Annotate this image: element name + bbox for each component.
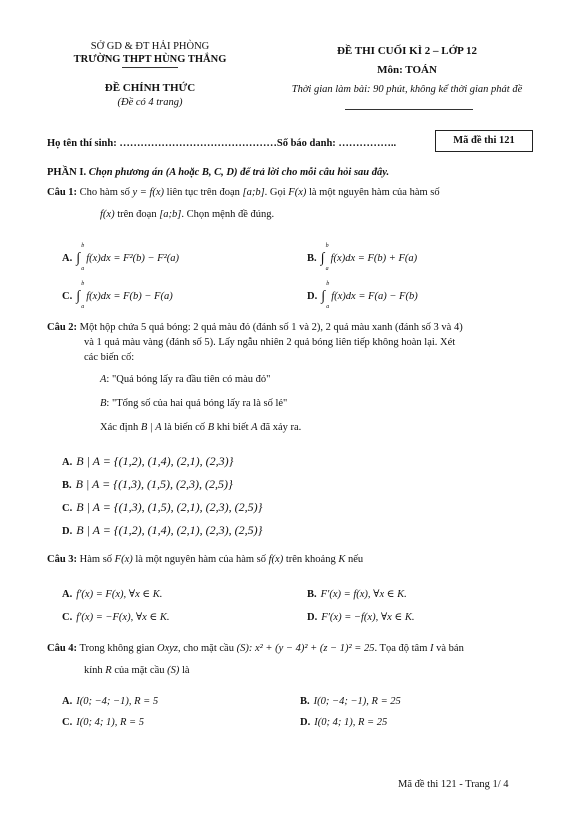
official-label: ĐỀ CHÍNH THỨC xyxy=(104,82,196,95)
q2-text: là biến cố xyxy=(164,422,206,433)
option-expr: f′(x) = −F(x), ∀x ∈ K. xyxy=(76,612,170,623)
part1-heading xyxy=(47,166,389,179)
q4-option-b[interactable] xyxy=(300,695,401,708)
q1-label: Câu 1: xyxy=(47,187,78,198)
integral-sign: ∫ b a xyxy=(321,281,330,310)
q2-text-line2: và 1 quả màu vàng (đánh số 5). Lấy ngẫu nhiên 2 quả bóng liên tiếp không hoàn lại. Xét xyxy=(84,337,456,348)
exam-code-box: Mã đề thi 121 xyxy=(435,130,533,152)
exam-title: ĐỀ THI CUỐI KÌ 2 – LỚP 12 xyxy=(336,45,478,57)
integral-lower-limit: a xyxy=(325,266,329,272)
q2-text-line3: các biến cố: xyxy=(84,352,135,363)
q2-text: đã xảy ra. xyxy=(260,422,302,433)
q2-text: khi biết xyxy=(216,422,249,433)
integral-lower-limit: a xyxy=(326,304,330,310)
q4-option-c[interactable] xyxy=(62,716,144,729)
option-label: A. xyxy=(62,457,73,468)
q4-text: Trong không gian xyxy=(79,643,155,654)
q2-option-c[interactable] xyxy=(62,500,262,515)
q1-math: f(x) xyxy=(100,209,115,220)
integral-sign: ∫ b a xyxy=(76,243,85,272)
integral-lower-limit: a xyxy=(81,304,85,310)
q4-text: , cho mặt cầu xyxy=(177,643,234,654)
q3-text: trên khoảng xyxy=(285,554,336,565)
q2-text: : "Tổng số của hai quả bóng lấy ra là số lẻ" xyxy=(106,398,288,409)
q2-event-b xyxy=(100,397,287,410)
q2-text: Xác định xyxy=(100,422,139,433)
option-label: B. xyxy=(62,480,72,491)
q1-math: y = f(x) xyxy=(132,187,165,198)
integral-sign: ∫ b a xyxy=(76,281,85,310)
q4-option-a[interactable] xyxy=(62,695,158,708)
q1-option-c[interactable] xyxy=(62,281,173,310)
q3-option-a[interactable] xyxy=(62,588,162,601)
q1-option-d[interactable] xyxy=(307,281,418,310)
q3-text: nếu xyxy=(347,554,364,565)
q2-option-b[interactable] xyxy=(62,477,233,492)
q1-text: là một nguyên hàm của hàm số xyxy=(308,187,440,198)
q4-text: . Tọa độ tâm xyxy=(374,643,428,654)
q2-math: B | A xyxy=(140,422,162,433)
q1-text: . Chọn mệnh đề đúng. xyxy=(181,209,275,220)
q1-option-a[interactable] xyxy=(62,243,179,272)
q4-option-d[interactable] xyxy=(300,716,387,729)
q1-math: [a;b] xyxy=(242,187,265,198)
subject: Môn: TOÁN xyxy=(377,63,437,76)
header-right xyxy=(262,45,552,96)
option-expr: F′(x) = −f(x), ∀x ∈ K. xyxy=(321,612,415,623)
q1-text: trên đoạn xyxy=(117,209,157,220)
q2-label: Câu 2: xyxy=(47,322,78,333)
integral-upper-limit: b xyxy=(325,243,329,249)
option-label: B. xyxy=(300,696,310,707)
option-expr: F′(x) = f(x), ∀x ∈ K. xyxy=(320,589,407,600)
q4-text: của mặt cầu xyxy=(114,665,165,676)
option-label: C. xyxy=(62,612,73,623)
integral-upper-limit: b xyxy=(81,243,85,249)
q1-text: . Gọi xyxy=(264,187,286,198)
question-2 xyxy=(47,321,463,334)
q1-math: F(x) xyxy=(288,187,307,198)
q2-ask xyxy=(100,421,301,434)
part1-label: PHẦN I. xyxy=(47,167,87,178)
option-label: D. xyxy=(62,526,73,537)
department: SỞ GD & ĐT HẢI PHÒNG xyxy=(90,41,210,52)
page-footer: Mã đề thi 121 - Trang 1/ 4 xyxy=(398,779,509,790)
q4-label: Câu 4: xyxy=(47,643,78,654)
q3-option-d[interactable] xyxy=(307,611,414,624)
part1-instruction: Chọn phương án (A hoặc B, C, D) để trả lời cho mỗi câu hỏi sau đây. xyxy=(88,167,390,178)
integral-upper-limit: b xyxy=(81,281,85,287)
integral-sign: ∫ b a xyxy=(320,243,329,272)
q2-math: A xyxy=(100,374,107,385)
q4-text: và bán xyxy=(436,643,464,654)
exam-time: Thời gian làm bài: 90 phút, không kể thời gian phát đề xyxy=(291,83,523,95)
option-label: A. xyxy=(62,589,73,600)
question-3 xyxy=(47,553,363,566)
integral-lower-limit: a xyxy=(81,266,85,272)
option-label: D. xyxy=(307,291,318,303)
question-4 xyxy=(47,642,464,655)
q4-math: R xyxy=(105,665,112,676)
integral-upper-limit: b xyxy=(326,281,330,287)
option-label: A. xyxy=(62,696,73,707)
header-left-underline xyxy=(122,67,178,68)
option-expr: B | A = {(1,3), (1,5), (2,1), (2,3), (2,5)} xyxy=(76,500,263,514)
q1-text: Cho hàm số xyxy=(79,187,130,198)
option-expr: I(0; 4; 1), R = 25 xyxy=(314,717,388,728)
q2-math: A xyxy=(251,422,258,433)
option-expr: I(0; 4; 1), R = 5 xyxy=(76,717,144,728)
option-label: C. xyxy=(62,291,73,303)
option-expr: B | A = {(1,2), (1,4), (2,1), (2,3)} xyxy=(76,454,234,468)
student-info xyxy=(47,137,396,150)
option-label: D. xyxy=(307,612,318,623)
q4-math: (S) xyxy=(167,665,180,676)
q4-math: Oxyz xyxy=(156,643,178,654)
header-right-underline xyxy=(345,109,473,110)
q4-math: I xyxy=(430,643,434,654)
school-name: TRƯỜNG THPT HÙNG THẮNG xyxy=(73,54,227,66)
option-label: B. xyxy=(307,589,317,600)
q2-option-a[interactable] xyxy=(62,454,233,469)
option-label: C. xyxy=(62,717,73,728)
q2-math: B xyxy=(207,422,215,433)
student-name-label: Họ tên thí sinh: ……………………………………… xyxy=(47,138,277,149)
q1-text: liên tục trên đoạn xyxy=(166,187,240,198)
q3-label: Câu 3: xyxy=(47,554,78,565)
q3-text: Hàm số xyxy=(79,554,113,565)
q2-event-a xyxy=(100,373,270,386)
option-expr: f′(x) = F(x), ∀x ∈ K. xyxy=(76,589,163,600)
q1-math: [a;b] xyxy=(159,209,182,220)
option-label: B. xyxy=(307,253,317,265)
option-expr: f(x)dx = F(b) − F(a) xyxy=(86,291,173,303)
option-expr: B | A = {(1,3), (1,5), (2,3), (2,5)} xyxy=(75,477,233,491)
q2-math: B xyxy=(100,398,107,409)
option-expr: B | A = {(1,2), (1,4), (2,1), (2,3), (2,5)} xyxy=(76,523,263,537)
student-id-label: Số báo danh: …………….. xyxy=(276,138,397,149)
q2-text: : "Quả bóng lấy ra đầu tiên có màu đỏ" xyxy=(106,374,271,385)
question-1-cont xyxy=(100,208,274,221)
option-expr: I(0; −4; −1), R = 25 xyxy=(313,696,401,707)
q3-math: K xyxy=(338,554,346,565)
question-4-cont xyxy=(84,664,190,677)
header-left xyxy=(60,40,240,109)
question-1 xyxy=(47,186,542,199)
q4-text: là xyxy=(181,665,190,676)
q3-math: F(x) xyxy=(114,554,133,565)
q4-text: kính xyxy=(84,665,103,676)
option-expr: I(0; −4; −1), R = 5 xyxy=(76,696,159,707)
q3-math: f(x) xyxy=(268,554,284,565)
option-expr: f(x)dx = F(a) − F(b) xyxy=(331,291,418,303)
option-label: C. xyxy=(62,503,73,514)
q3-option-c[interactable] xyxy=(62,611,169,624)
q2-text: Một hộp chứa 5 quả bóng: 2 quả màu đỏ (đánh số 1 và 2), 2 quả màu xanh (đánh số 3 và 4) xyxy=(79,322,463,333)
q4-math: (S): x² + (y − 4)² + (z − 1)² = 25 xyxy=(236,643,375,654)
option-label: A. xyxy=(62,253,73,265)
option-label: D. xyxy=(300,717,311,728)
q3-text: là một nguyên hàm của hàm số xyxy=(135,554,267,565)
option-expr: f(x)dx = F(b) + F(a) xyxy=(330,253,418,265)
q3-option-b[interactable] xyxy=(307,588,407,601)
pages-note: (Đề có 4 trang) xyxy=(117,97,183,108)
q1-option-b[interactable] xyxy=(307,243,418,272)
option-expr: f(x)dx = F²(b) − F²(a) xyxy=(86,253,179,265)
q2-option-d[interactable] xyxy=(62,523,262,538)
